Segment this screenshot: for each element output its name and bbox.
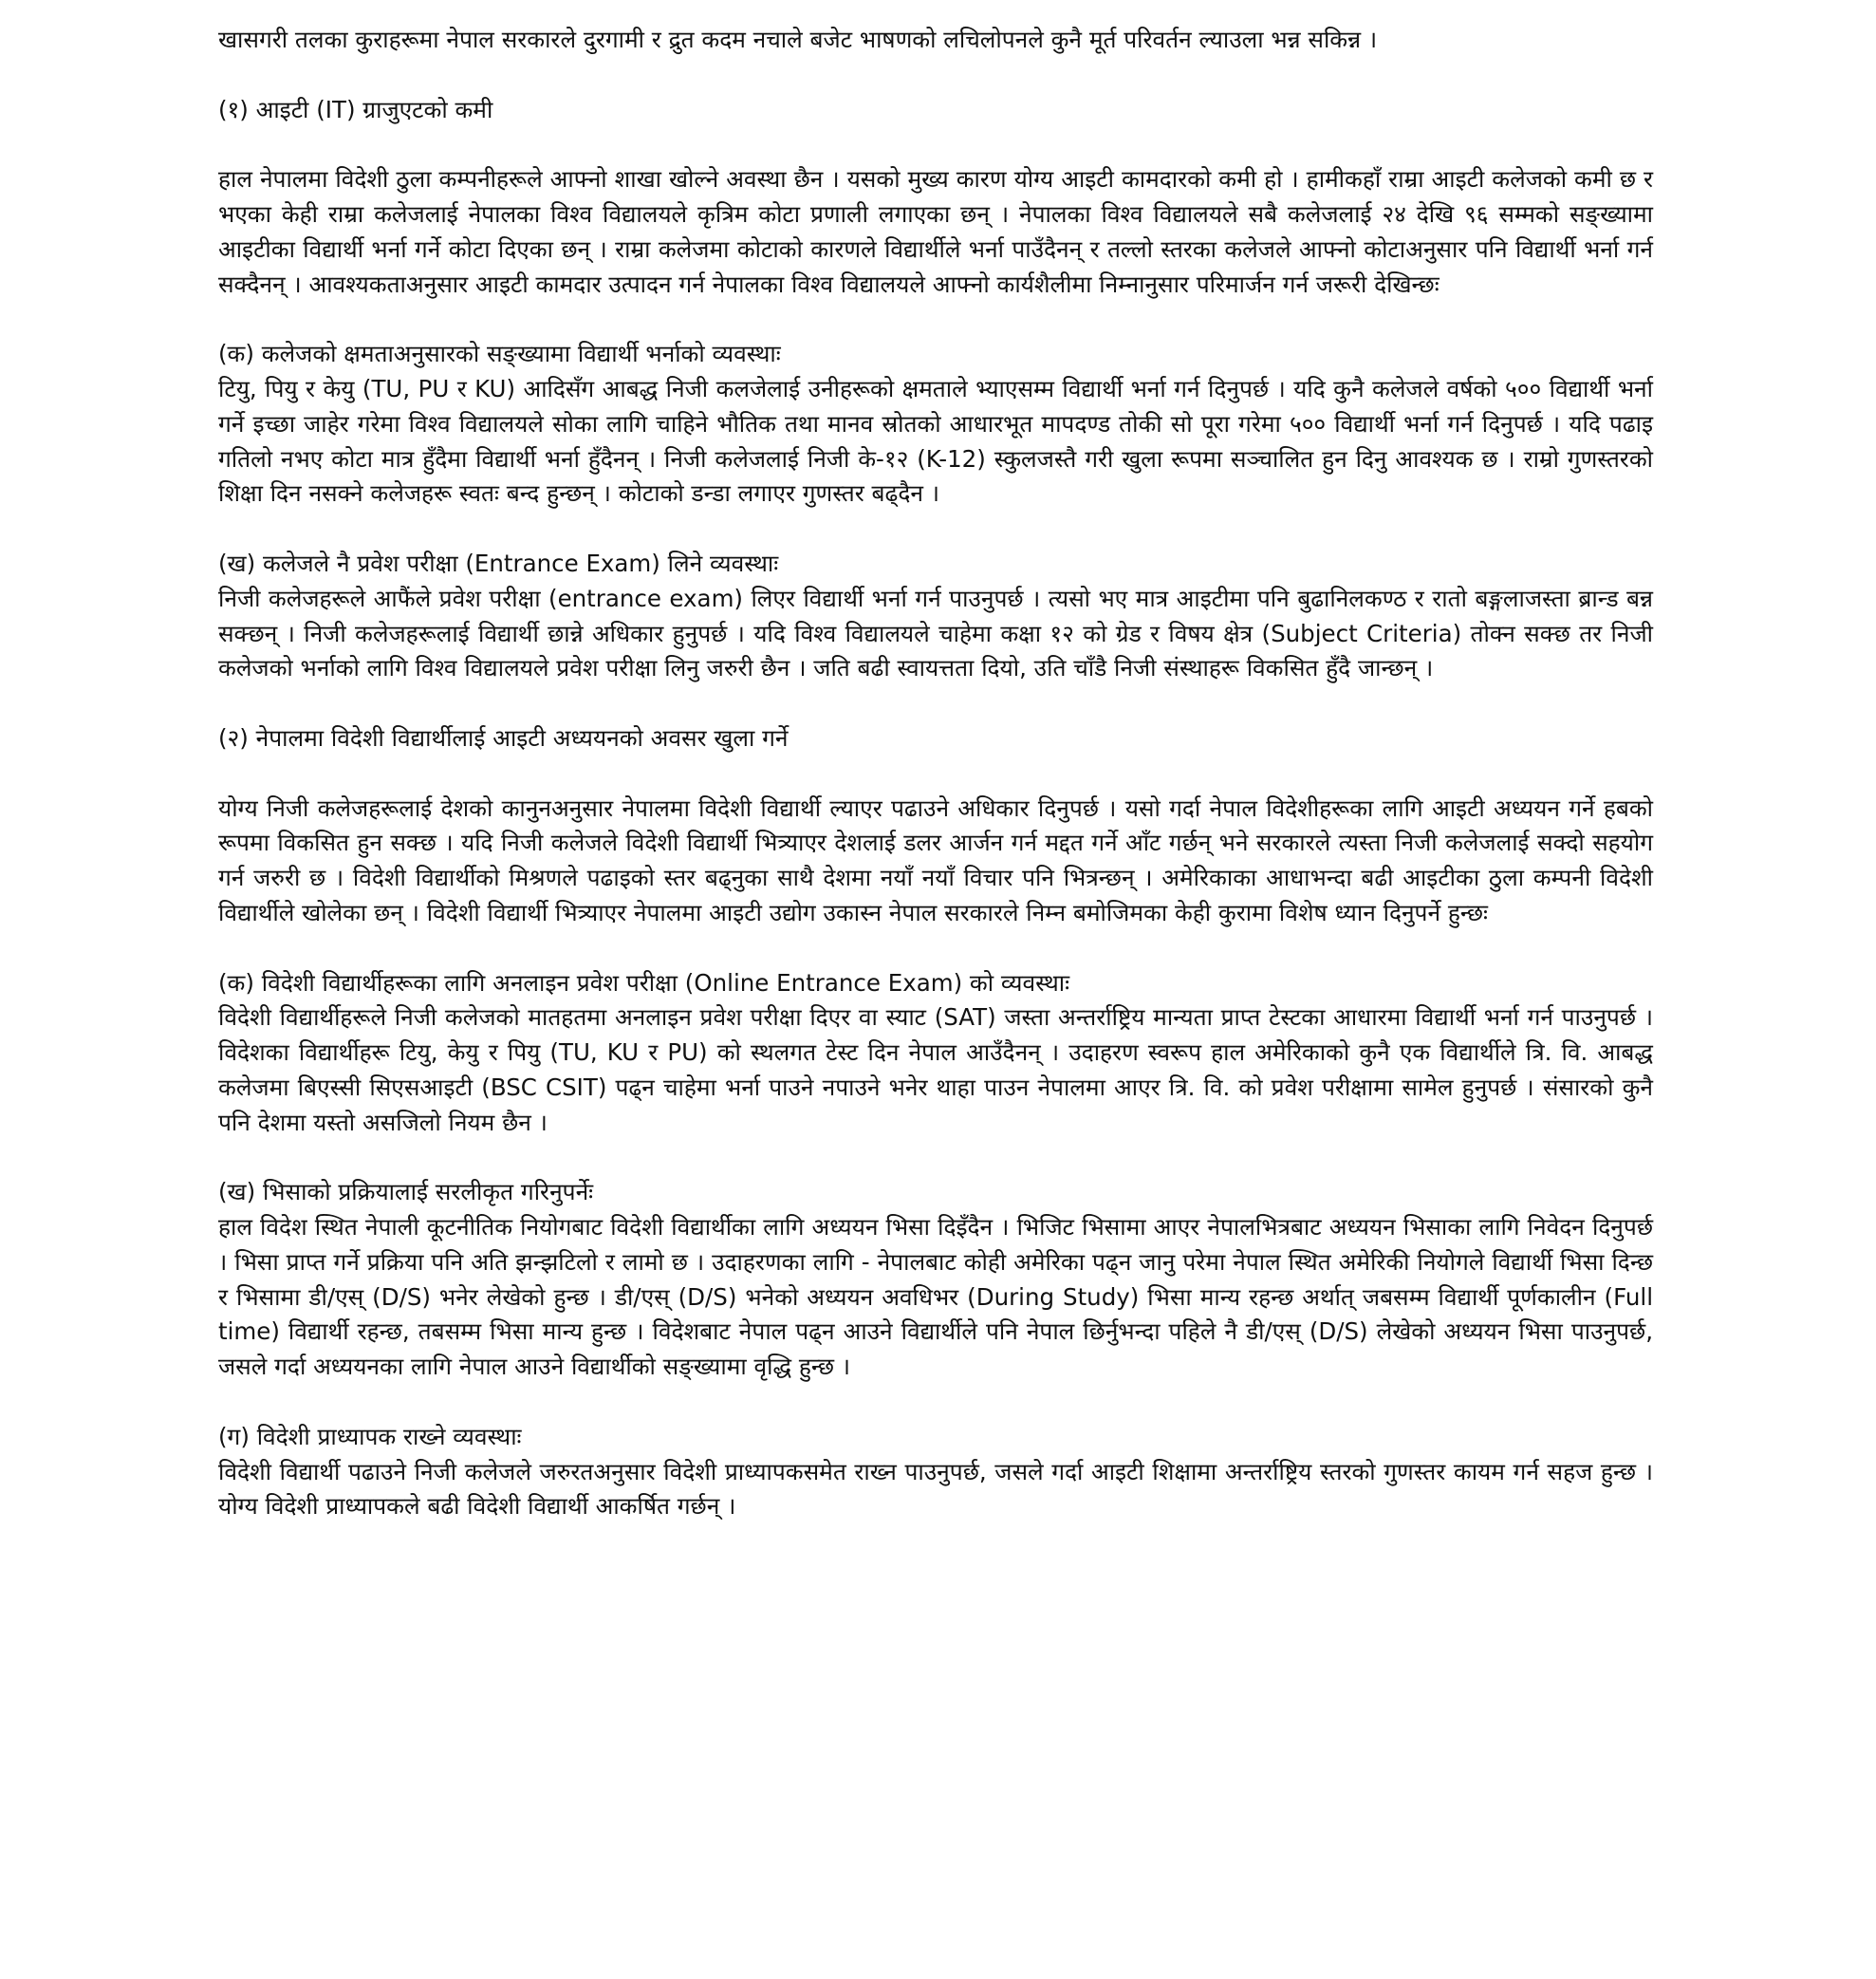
section-2b-paragraph: हाल विदेश स्थित नेपाली कूटनीतिक नियोगबाट विदेशी विद्यार्थीका लागि अध्ययन भिसा दिइँदैन । भिजिट भिसामा आएर नेपालभित्रबाट अध्ययन भिसाका लागि निवेदन दिनुपर्छ । भिसा प्राप्त गर्ने प्रक्रिया पनि अति झन्झटिलो र लामो छ । उदाहरणका लागि - नेपालबाट कोही अमेरिका पढ्न जानु परेमा नेपाल स्थित अमेरिकी नियोगले विद्यार्थी भिसा दिन्छ र भिसामा डी/एस् (D/S) भनेर लेखेको हुन्छ । डी/एस् (D/S) भनेको अध्ययन अवधिभर (During Study) भिसा मान्य रहन्छ अर्थात् जबसम्म विद्यार्थी पूर्णकालीन (Full time) विद्यार्थी रहन्छ, तबसम्म भिसा मान्य हुन्छ । विदेशबाट नेपाल पढ्न आउने विद्यार्थीले पनि नेपाल छिर्नुभन्दा पहिले नै डी/एस् (D/S) लेखेको अध्ययन भिसा पाउनुपर्छ, जसले गर्दा अध्ययनका लागि नेपाल आउने विद्यार्थीको सङ्ख्यामा वृद्धि हुन्छ ।	[218, 1213, 1653, 1381]
paragraph-spacer	[218, 931, 1653, 966]
section-2c-heading: (ग) विदेशी प्राध्यापक राख्ने व्यवस्थाः	[218, 1422, 522, 1450]
section-1a-paragraph: टियु, पियु र केयु (TU, PU र KU) आदिसँग आबद्ध निजी कलजेलाई उनीहरूको क्षमताले भ्याएसम्म विद्यार्थी भर्ना गर्न दिनुपर्छ । यदि कुनै कलेजले वर्षको ५०० विद्यार्थी भर्ना गर्ने इच्छा जाहेर गरेमा विश्व विद्यालयले सोका लागि चाहिने भौतिक तथा मानव स्रोतको आधारभूत मापदण्ड तोकी सो पूरा गरेमा ५०० विद्यार्थी भर्ना गर्न दिनुपर्छ । यदि पढाइ गतिलो नभए कोटा मात्र हुँदैमा विद्यार्थी भर्ना हुँदैनन् । निजी कलेजलाई निजी के-१२ (K-12) स्कुलजस्तै गरी खुला रूपमा सञ्चालित हुन दिनु आवश्यक छ । राम्रो गुणस्तरको शिक्षा दिन नसक्ने कलेजहरू स्वतः बन्द हुन्छन् । कोटाको डन्डा लगाएर गुणस्तर बढ्दैन ।	[218, 374, 1653, 508]
section-2c-paragraph: विदेशी विद्यार्थी पढाउने निजी कलेजले जरुरतअनुसार विदेशी प्राध्यापकसमेत राख्न पाउनुपर्छ, जसले गर्दा आइटी शिक्षामा अन्तर्राष्ट्रिय स्तरको गुणस्तर कायम गर्न सहज हुन्छ । योग्य विदेशी प्राध्यापकले बढी विदेशी विद्यार्थी आकर्षित गर्छन् ।	[218, 1457, 1653, 1521]
paragraph-spacer	[218, 512, 1653, 547]
section-1b-heading: (ख) कलेजले नै प्रवेश परीक्षा (Entrance Exam) लिने व्यवस्थाः	[218, 549, 779, 577]
paragraph-spacer	[218, 302, 1653, 337]
section-2b-heading: (ख) भिसाको प्रक्रियालाई सरलीकृत गरिनुपर्नेः	[218, 1178, 594, 1206]
paragraph-spacer	[218, 686, 1653, 721]
section-1b-paragraph: निजी कलेजहरूले आफैंले प्रवेश परीक्षा (entrance exam) लिएर विद्यार्थी भर्ना गर्न पाउनुपर्छ । त्यसो भए मात्र आइटीमा पनि बुढानिलकण्ठ र रातो बङ्गलाजस्ता ब्रान्ड बन्न सक्छन् । निजी कलेजहरूलाई विद्यार्थी छान्ने अधिकार हुनुपर्छ । यदि विश्व विद्यालयले चाहेमा कक्षा १२ को ग्रेड र विषय क्षेत्र (Subject Criteria) तोक्न सक्छ तर निजी कलेजको भर्नाको लागि विश्व विद्यालयले प्रवेश परीक्षा लिनु जरुरी छैन । जति बढी स्वायत्तता दियो, उति चाँडै निजी संस्थाहरू विकसित हुँदै जान्छन् ।	[218, 584, 1653, 682]
paragraph-spacer	[218, 1385, 1653, 1420]
section-2-paragraph: योग्य निजी कलेजहरूलाई देशको कानुनअनुसार नेपालमा विदेशी विद्यार्थी ल्याएर पढाउने अधिकार दिनुपर्छ । यसो गर्दा नेपाल विदेशीहरूका लागि आइटी अध्ययन गर्ने हबको रूपमा विकसित हुन सक्छ । यदि निजी कलेजले विदेशी विद्यार्थी भित्र्याएर देशलाई डलर आर्जन गर्न मद्दत गर्ने आँट गर्छन् भने सरकारले त्यस्ता निजी कलेजलाई सक्दो सहयोग गर्न जरुरी छ । विदेशी विद्यार्थीको मिश्रणले पढाइको स्तर बढ्नुका साथै देशमा नयाँ नयाँ विचार पनि भित्रन्छन् । अमेरिकाका आधाभन्दा बढी आइटीका ठुला कम्पनी विदेशी विद्यार्थीले खोलेका छन् । विदेशी विद्यार्थी भित्र्याएर नेपालमा आइटी उद्योग उकास्न नेपाल सरकारले निम्न बमोजिमका केही कुरामा विशेष ध्यान दिनुपर्ने हुन्छः	[218, 793, 1653, 926]
section-1-heading: (१) आइटी (IT) ग्राजुएटको कमी	[218, 95, 493, 123]
section-2-heading: (२) नेपालमा विदेशी विद्यार्थीलाई आइटी अध्ययनको अवसर खुला गर्ने	[218, 723, 789, 752]
paragraph-spacer	[218, 756, 1653, 792]
section-2a-paragraph: विदेशी विद्यार्थीहरूले निजी कलेजको मातहतमा अनलाइन प्रवेश परीक्षा दिएर वा स्याट (SAT) जस्ता अन्तर्राष्ट्रिय मान्यता प्राप्त टेस्टका आधारमा विद्यार्थी भर्ना गर्न पाउनुपर्छ । विदेशका विद्यार्थीहरू टियु, केयु र पियु (TU, KU र PU) को स्थलगत टेस्ट दिन नेपाल आउँदैनन् । उदाहरण स्वरूप हाल अमेरिकाको कुनै एक विद्यार्थीले त्रि. वि. आबद्ध कलेजमा बिएस्सी सिएसआइटी (BSC CSIT) पढ्न चाहेमा भर्ना पाउने नपाउने भनेर थाहा पाउन नेपालमा आएर त्रि. वि. को प्रवेश परीक्षामा सामेल हुनुपर्छ । संसारको कुनै पनि देशमा यस्तो असजिलो नियम छैन ।	[218, 1003, 1653, 1136]
section-1a-heading: (क) कलेजको क्षमताअनुसारको सङ्ख्यामा विद्यार्थी भर्नाको व्यवस्थाः	[218, 340, 781, 368]
section-1-paragraph: हाल नेपालमा विदेशी ठुला कम्पनीहरूले आफ्नो शाखा खोल्ने अवस्था छैन । यसको मुख्य कारण योग्य आइटी कामदारको कमी हो । हामीकहाँ राम्रा आइटी कलेजको कमी छ र भएका केही राम्रा कलेजलाई नेपालका विश्व विद्यालयले कृत्रिम कोटा प्रणाली लगाएका छन् । नेपालका विश्व विद्यालयले सबै कलेजलाई २४ देखि ९६ सम्मको सङ्ख्यामा आइटीका विद्यार्थी भर्ना गर्ने कोटा दिएका छन् । राम्रा कलेजमा कोटाको कारणले विद्यार्थीले भर्ना पाउँदैनन् र तल्लो स्तरका कलेजले आफ्नो कोटाअनुसार पनि विद्यार्थी भर्ना गर्न सक्दैनन् । आवश्यकताअनुसार आइटी कामदार उत्पादन गर्न नेपालका विश्व विद्यालयले आफ्नो कार्यशैलीमा निम्नानुसार परिमार्जन गर्न जरूरी देखिन्छः	[218, 165, 1653, 298]
paragraph-spacer	[218, 58, 1653, 93]
document-page	[218, 23, 1653, 1524]
paragraph-spacer	[218, 1141, 1653, 1176]
intro-paragraph: खासगरी तलका कुराहरूमा नेपाल सरकारले दुरगामी र द्रुत कदम नचाले बजेट भाषणको लचिलोपनले कुनै मूर्त परिवर्तन ल्याउला भन्न सकिन्न ।	[218, 26, 1378, 53]
paragraph-spacer	[218, 127, 1653, 162]
section-2a-heading: (क) विदेशी विद्यार्थीहरूका लागि अनलाइन प्रवेश परीक्षा (Online Entrance Exam) को व्यवस्थाः	[218, 968, 1070, 997]
